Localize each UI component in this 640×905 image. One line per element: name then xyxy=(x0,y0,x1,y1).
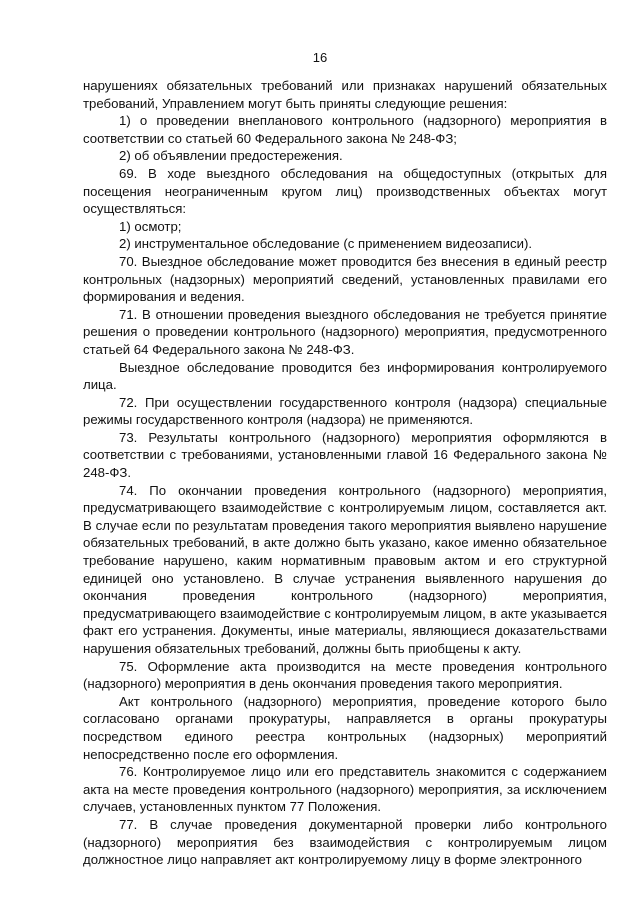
paragraph: 2) инструментальное обследование (с применением видеозаписи). xyxy=(119,236,533,252)
paragraph: нарушениях обязательных требований или признаках нарушений обязательных требований, Управлением могут быть приняты следующие решения: xyxy=(83,78,607,111)
paragraph: 2) об объявлении предостережения. xyxy=(119,148,343,164)
paragraph: Акт контрольного (надзорного) мероприятия, проведение которого было согласовано органами прокуратуры, направляется в органы прокуратуры посредством единого реестра контрольных (надзорных) мероприятий непосредственно после его оформления. xyxy=(83,693,607,762)
paragraph: 70. Выездное обследование может проводится без внесения в единый реестр контрольных (надзорных) мероприятий сведений, установленных правилами его формирования и ведения. xyxy=(83,253,607,305)
paragraph: 74. По окончании проведения контрольного (надзорного) мероприятия, предусматривающего взаимодействие с контролируемым лицом, составляется акт. В случае если по результатам проведения такого мероприятия выявлено нарушение обязательных требований, в акте должно быть указано, какое именно обязательное требование нарушено, каким нормативным правовым актом и его структурной единицей оно установлено. В случае устранения выявленного нарушения до окончания проведения контрольного (надзорного) мероприятия, предусматривающего взаимодействие с контролируемым лицом, в акте указывается факт его устранения. Документы, иные материалы, являющиеся доказательствами нарушения обязательных требований, должны быть приобщены к акту. xyxy=(83,482,607,656)
paragraph: 72. При осуществлении государственного контроля (надзора) специальные режимы государственного контроля (надзора) не применяются. xyxy=(83,394,607,428)
paragraph: 77. В случае проведения документарной проверки либо контрольного (надзорного) мероприятия без взаимодействия с контролируемым лицом должностное лицо направляет акт контролируемому лицу в форме электронного xyxy=(83,816,607,868)
paragraph: 1) о проведении внепланового контрольного (надзорного) мероприятия в соответствии со статьей 60 Федерального закона № 248-ФЗ; xyxy=(83,113,607,146)
paragraph: 69. В ходе выездного обследования на общедоступных (открытых для посещения неограниченным кругом лиц) производственных объектах могут осуществляться: xyxy=(83,165,607,217)
paragraph: 76. Контролируемое лицо или его представитель знакомится с содержанием акта на месте проведения контрольного (надзорного) мероприятия, за исключением случаев, установленных пунктом 77 Положения. xyxy=(83,764,607,815)
paragraph: 73. Результаты контрольного (надзорного) мероприятия оформляются в соответствии с требованиями, установленными главой 16 Федерального закона № 248-ФЗ. xyxy=(83,429,607,481)
paragraph: 75. Оформление акта производится на месте проведения контрольного (надзорного) мероприятия в день окончания проведения такого мероприятия. xyxy=(83,658,607,692)
page-number: 16 xyxy=(312,50,328,65)
paragraph: 1) осмотр; xyxy=(119,218,182,234)
paragraph: Выездное обследование проводится без информирования контролируемого лица. xyxy=(83,359,607,393)
paragraph: 71. В отношении проведения выездного обследования не требуется принятие решения о проведении контрольного (надзорного) мероприятия, предусмотренного статьей 64 Федерального закона № 248-ФЗ. xyxy=(83,306,607,357)
document-body xyxy=(83,77,607,869)
